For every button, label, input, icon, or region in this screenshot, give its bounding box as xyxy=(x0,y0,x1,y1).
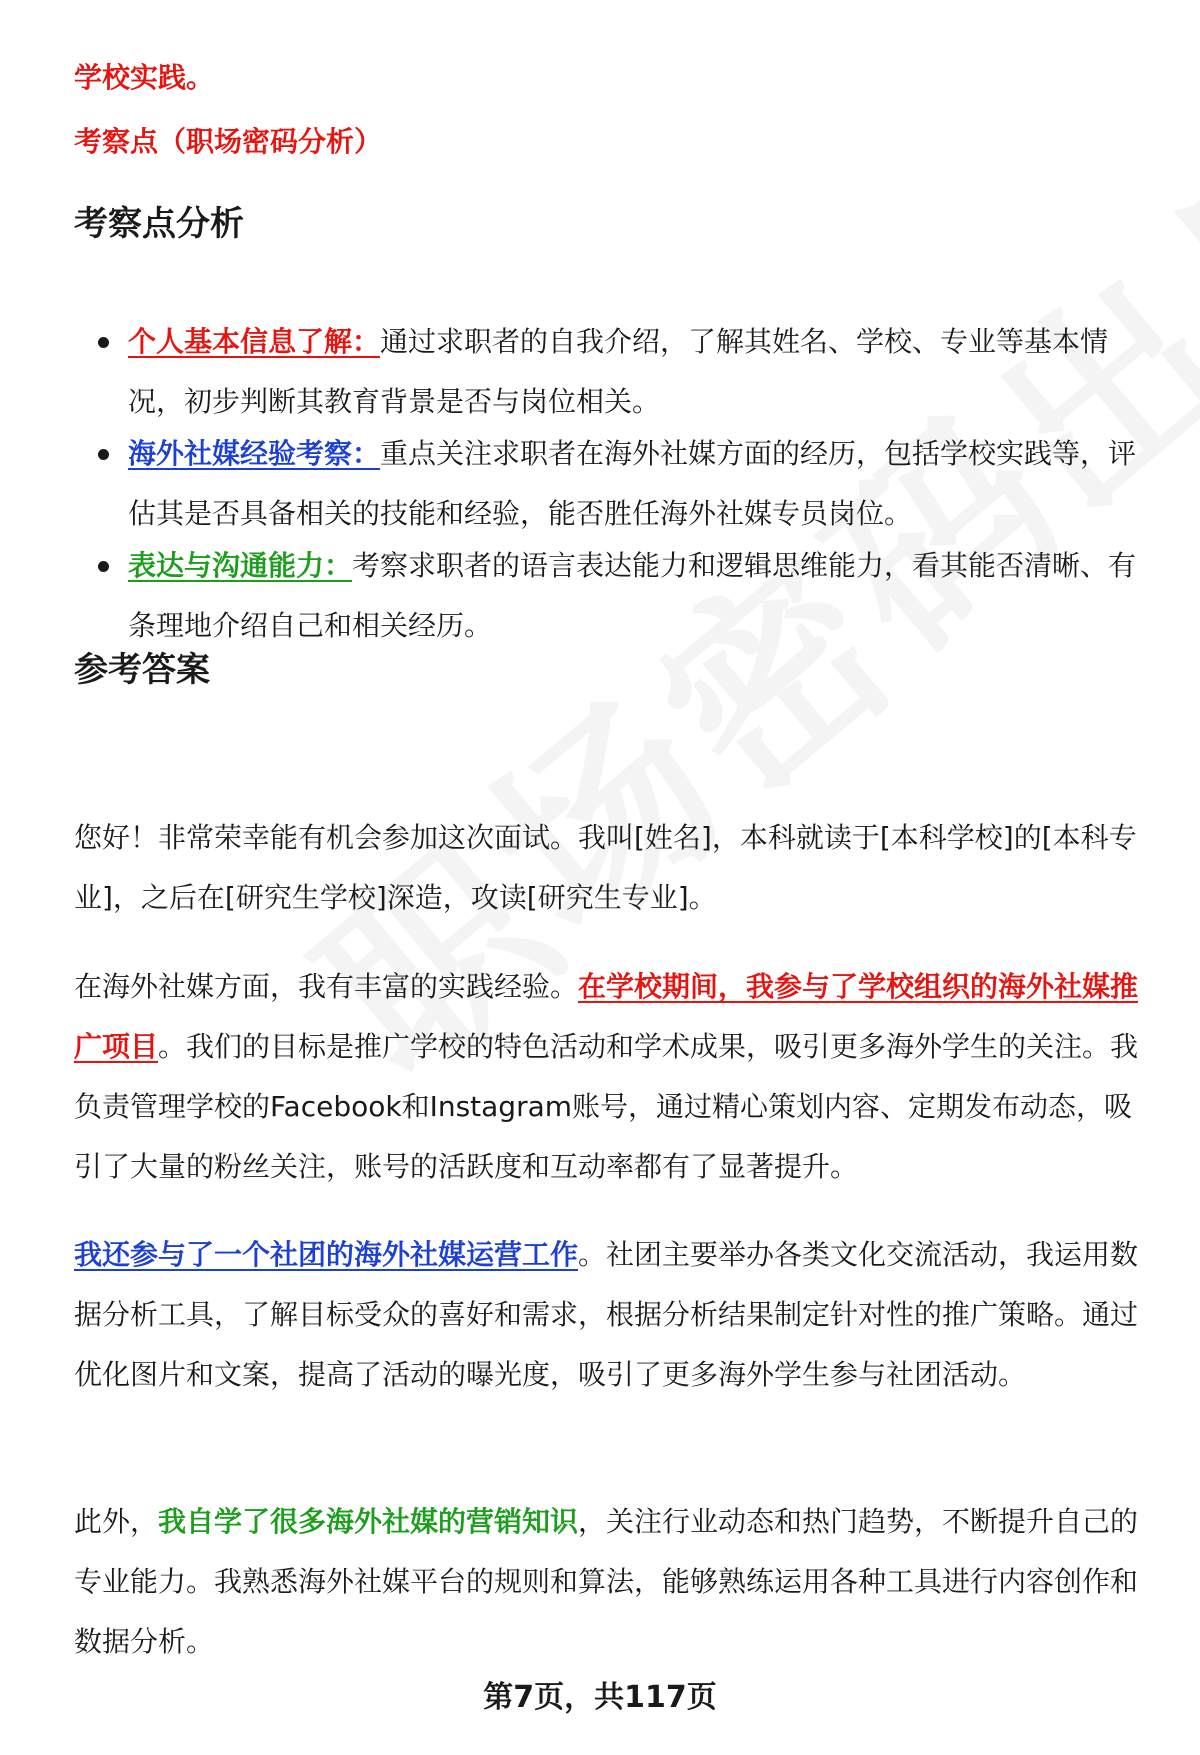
answer-paragraph-3 xyxy=(74,1225,1144,1405)
answer-paragraph-2 xyxy=(74,957,1144,1197)
section-title-analysis: 考察点分析 xyxy=(74,204,244,244)
highlight-school-project: 在学校期间，我参与了学校组织的海外社媒推广项目 xyxy=(74,970,1139,1063)
bullet-label: 海外社媒经验考察： xyxy=(128,437,381,470)
answer-paragraph-4 xyxy=(74,1492,1144,1672)
list-item xyxy=(74,312,1144,432)
bullet-text: 考察求职者的语言表达能力和逻辑思维能力，看其能否清晰、有条理地介绍自己和相关经历。 xyxy=(128,549,1137,642)
context-line: 学校实践。 xyxy=(74,61,215,94)
bullet-text: 通过求职者的自我介绍，了解其姓名、学校、专业等基本情况，初步判断其教育背景是否与岗位相关。 xyxy=(128,325,1109,418)
paragraph-text: ，关注行业动态和热门趋势，不断提升自己的专业能力。我熟悉海外社媒平台的规则和算法，能够熟练运用各种工具进行内容创作和数据分析。 xyxy=(74,1505,1139,1658)
bullet-label: 表达与沟通能力： xyxy=(128,549,353,582)
highlight-club-operation: 我还参与了一个社团的海外社媒运营工作 xyxy=(74,1238,579,1271)
bullet-label: 个人基本信息了解： xyxy=(128,325,381,358)
section-title-answer: 参考答案 xyxy=(74,650,210,690)
paragraph-text: 此外， xyxy=(74,1505,159,1538)
analysis-heading-red: 考察点（职场密码分析） xyxy=(74,125,383,158)
list-item xyxy=(74,424,1144,544)
paragraph-text: 。我们的目标是推广学校的特色活动和学术成果，吸引更多海外学生的关注。我负责管理学校的Facebook和Instagram账号，通过精心策划内容、定期发布动态，吸引了大量的粉丝关注，账号的活跃度和互动率都有了显著提升。 xyxy=(74,1030,1139,1183)
paragraph-text: 。社团主要举办各类文化交流活动，我运用数据分析工具，了解目标受众的喜好和需求，根据分析结果制定针对性的推广策略。通过优化图片和文案，提高了活动的曝光度，吸引了更多海外学生参与社团活动。 xyxy=(74,1238,1139,1391)
answer-paragraph-1 xyxy=(74,808,1144,928)
paragraph-text: 在海外社媒方面，我有丰富的实践经验。 xyxy=(74,970,579,1003)
bullet-icon xyxy=(98,337,109,348)
paragraph-text: 您好！非常荣幸能有机会参加这次面试。我叫[姓名]，本科就读于[本科学校]的[本科专业]，之后在[研究生学校]深造，攻读[研究生专业]。 xyxy=(74,821,1137,914)
analysis-bullet-list xyxy=(74,312,1144,656)
bullet-icon xyxy=(98,561,109,572)
bullet-text: 重点关注求职者在海外社媒方面的经历，包括学校实践等，评估其是否具备相关的技能和经验，能否胜任海外社媒专员岗位。 xyxy=(128,437,1137,530)
highlight-self-study: 我自学了很多海外社媒的营销知识 xyxy=(158,1505,579,1538)
list-item xyxy=(74,536,1144,656)
bullet-icon xyxy=(98,449,109,460)
page-number: 第7页，共117页 xyxy=(483,1680,717,1715)
